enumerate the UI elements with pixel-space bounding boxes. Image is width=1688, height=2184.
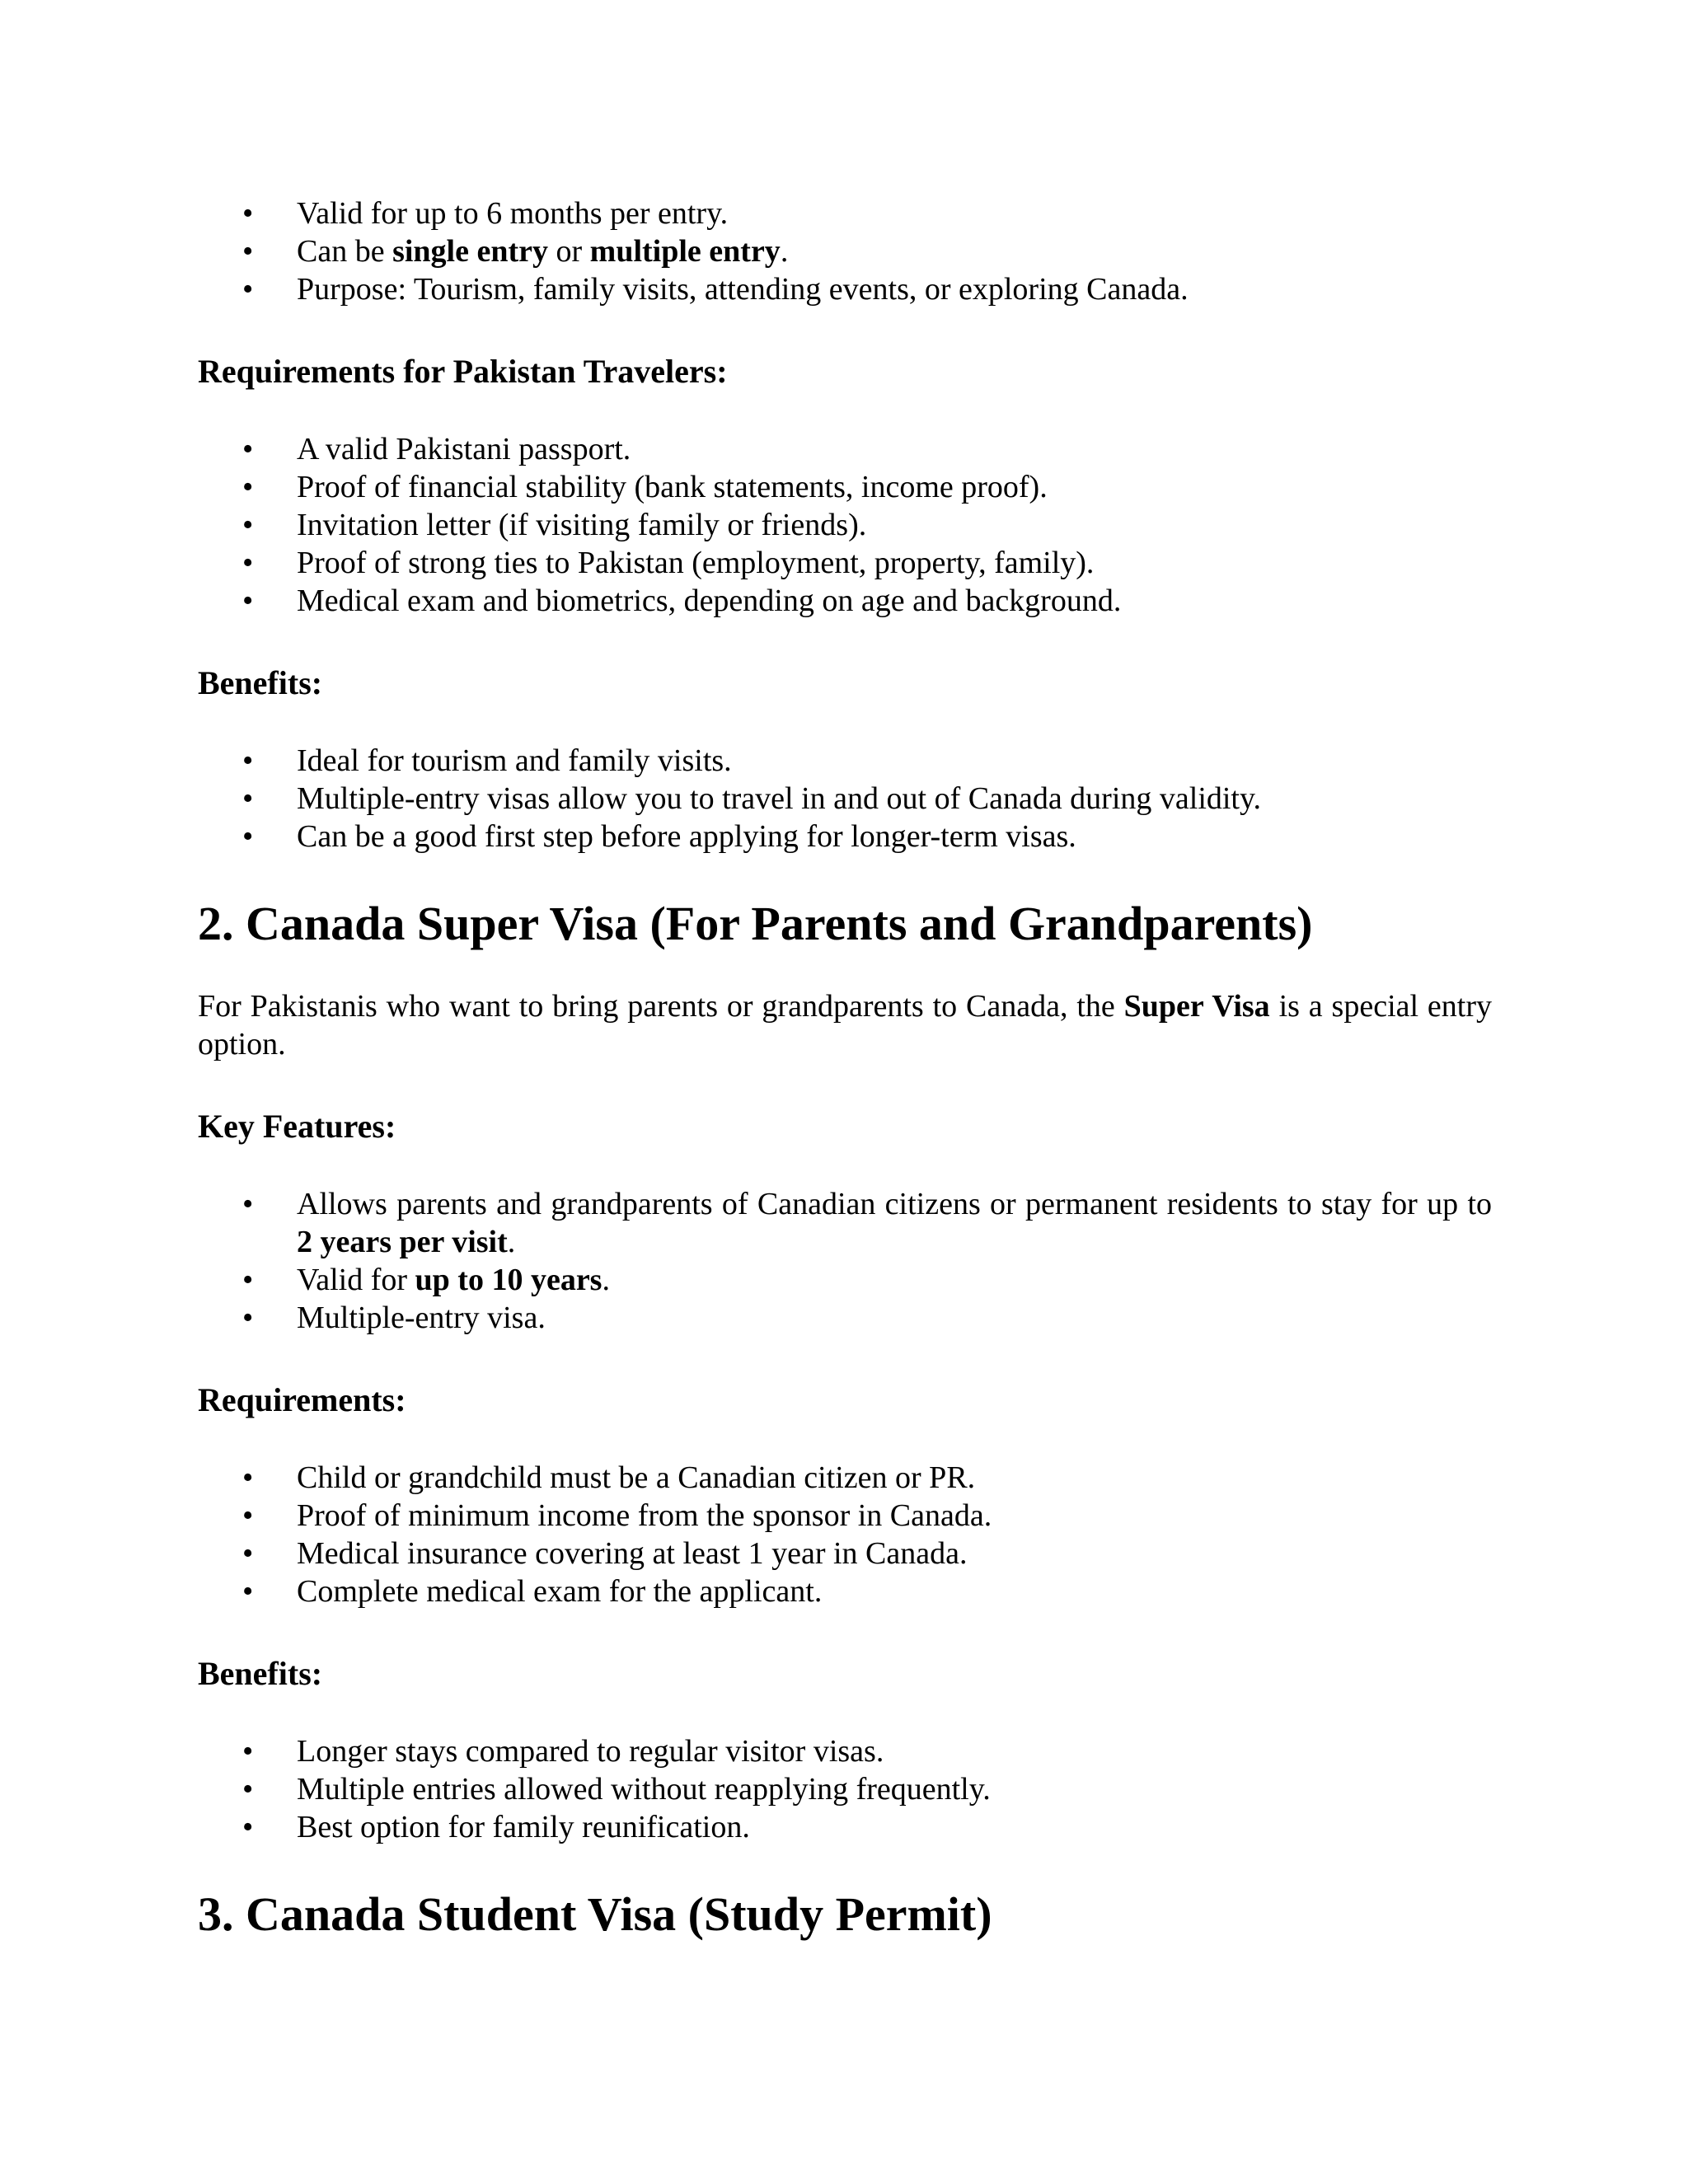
list-item	[198, 1572, 1492, 1610]
section-heading-visitor-requirements: Requirements for Pakistan Travelers:	[198, 353, 728, 390]
bullet-icon: •	[242, 546, 254, 580]
list-item-text: Proof of minimum income from the sponsor in Canada.	[297, 1498, 992, 1533]
key-features-list	[198, 1185, 1492, 1337]
list-item-text: Complete medical exam for the applicant.	[297, 1574, 823, 1609]
paragraph-text: is a special entry option.	[198, 989, 1493, 1062]
bullet-icon: •	[242, 470, 254, 504]
bullet-icon: •	[242, 819, 254, 854]
section-heading-visitor-benefits: Benefits:	[198, 664, 323, 701]
list-item-text: Multiple-entry visa.	[297, 1301, 546, 1335]
bullet-icon: •	[242, 272, 254, 307]
bullet-icon: •	[242, 1772, 254, 1807]
list-item	[198, 1299, 1492, 1337]
visitor-benefits-list	[198, 742, 1492, 855]
list-item	[198, 1535, 1492, 1572]
bullet-icon: •	[242, 1810, 254, 1844]
list-item-text: or	[548, 234, 590, 269]
list-item-text: Multiple entries allowed without reapplying frequently.	[297, 1772, 991, 1807]
list-item	[198, 1261, 1492, 1299]
list-item	[198, 468, 1492, 506]
bullet-icon: •	[242, 1263, 254, 1297]
section-heading-super-visa-benefits: Benefits:	[198, 1655, 323, 1692]
list-item-text: Valid for	[297, 1263, 415, 1297]
super-visa-requirements-list	[198, 1459, 1492, 1610]
list-item-text: Multiple-entry visas allow you to travel in and out of Canada during validity.	[297, 781, 1262, 816]
list-item	[198, 270, 1492, 308]
list-item	[198, 1808, 1492, 1846]
list-item	[198, 544, 1492, 582]
list-item-text: .	[780, 234, 789, 269]
bold-text: Super Visa	[1123, 989, 1270, 1024]
bullet-icon: •	[242, 781, 254, 816]
list-item	[198, 1497, 1492, 1535]
list-item-text: Longer stays compared to regular visitor visas.	[297, 1734, 884, 1769]
bullet-icon: •	[242, 1536, 254, 1571]
list-item-text: Child or grandchild must be a Canadian citizen or PR.	[297, 1460, 976, 1495]
list-item	[198, 430, 1492, 468]
bullet-icon: •	[242, 234, 254, 269]
super-visa-intro	[198, 987, 1492, 1063]
list-item-text: Invitation letter (if visiting family or friends).	[297, 508, 867, 542]
section-heading-key-features: Key Features:	[198, 1108, 396, 1145]
bullet-icon: •	[242, 1734, 254, 1769]
list-item	[198, 232, 1492, 270]
section-title-student-visa: 3. Canada Student Visa (Study Permit)	[198, 1887, 992, 1941]
list-item	[198, 1459, 1492, 1497]
bold-text: multiple entry	[589, 234, 781, 269]
bold-text: 2 years per visit	[297, 1225, 508, 1259]
bullet-icon: •	[242, 508, 254, 542]
list-item-text: Ideal for tourism and family visits.	[297, 743, 732, 778]
bullet-icon: •	[242, 196, 254, 231]
bullet-icon: •	[242, 1574, 254, 1609]
bold-text: up to 10 years	[415, 1263, 603, 1297]
list-item-text: Proof of strong ties to Pakistan (employment, property, family).	[297, 546, 1095, 580]
bold-text: single entry	[392, 234, 549, 269]
list-item-text: Best option for family reunification.	[297, 1810, 750, 1844]
bullet-icon: •	[242, 432, 254, 466]
list-item	[198, 1770, 1492, 1808]
bullet-icon: •	[242, 743, 254, 778]
list-item-text: Proof of financial stability (bank statements, income proof).	[297, 470, 1048, 504]
bullet-icon: •	[242, 1301, 254, 1335]
list-item	[198, 742, 1492, 780]
list-item-text: Medical insurance covering at least 1 year in Canada.	[297, 1536, 968, 1571]
list-item-text: Allows parents and grandparents of Canadian citizens or permanent residents to stay for up to	[297, 1187, 1492, 1221]
list-item-text: Can be	[297, 234, 393, 269]
list-item-text: Medical exam and biometrics, depending on age and background.	[297, 583, 1122, 618]
visitor-requirements-list	[198, 430, 1492, 620]
list-item-text: Purpose: Tourism, family visits, attending events, or exploring Canada.	[297, 272, 1189, 307]
list-item	[198, 1732, 1492, 1770]
list-item-text: A valid Pakistani passport.	[297, 432, 631, 466]
list-item-text: .	[507, 1225, 516, 1259]
super-visa-benefits-list	[198, 1732, 1492, 1846]
document-content	[198, 194, 1492, 1943]
list-item	[198, 780, 1492, 818]
bullet-icon: •	[242, 1187, 254, 1221]
list-item-text: Can be a good first step before applying for longer-term visas.	[297, 819, 1076, 854]
list-item	[198, 506, 1492, 544]
intro-list	[198, 194, 1492, 308]
list-item	[198, 194, 1492, 232]
list-item-text: Valid for up to 6 months per entry.	[297, 196, 729, 231]
bullet-icon: •	[242, 583, 254, 618]
list-item	[198, 818, 1492, 855]
list-item	[198, 1185, 1492, 1261]
paragraph-text: For Pakistanis who want to bring parents or grandparents to Canada, the	[198, 989, 1124, 1024]
bullet-icon: •	[242, 1498, 254, 1533]
list-item	[198, 582, 1492, 620]
bullet-icon: •	[242, 1460, 254, 1495]
list-item-text: .	[602, 1263, 610, 1297]
section-heading-super-visa-requirements: Requirements:	[198, 1381, 406, 1418]
section-title-super-visa: 2. Canada Super Visa (For Parents and Grandparents)	[198, 897, 1313, 950]
